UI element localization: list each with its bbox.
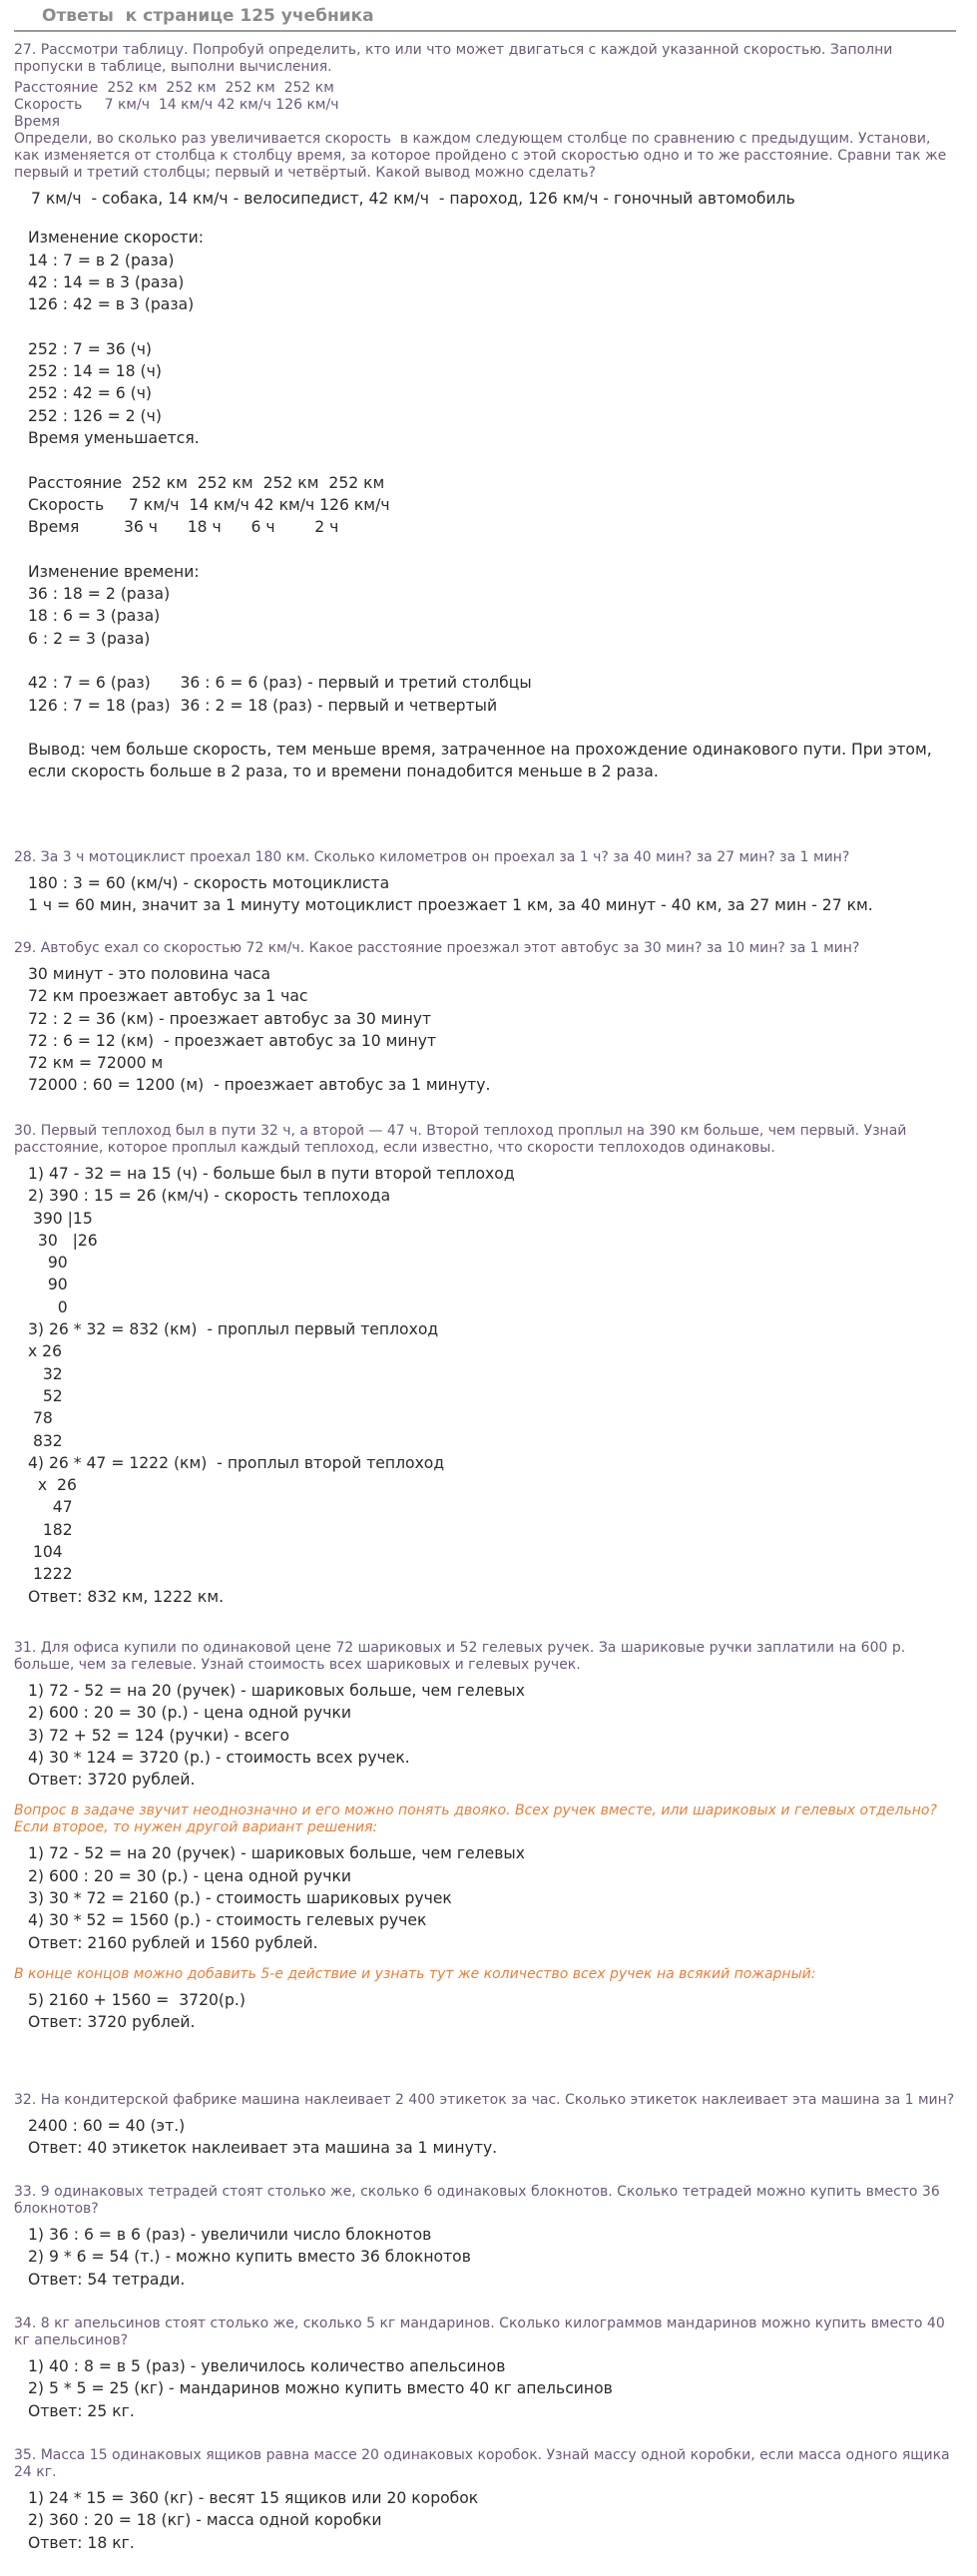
- answer-line: Ответ: 3720 рублей.: [28, 1771, 196, 1790]
- task-27-question: 27. Рассмотри таблицу. Попробуй определить, кто или что может двигаться с каждой указанной скоростью. Заполни пропуски в таблице, выполни вычисления.: [14, 42, 897, 75]
- answer-line: 4) 30 * 124 = 3720 (р.) - стоимость всех ручек.: [28, 1748, 410, 1767]
- task-29-question: 29. Автобус ехал со скоростью 72 км/ч. Какое расстояние проезжал этот автобус за 30 мин? за 10 мин? за 1 мин?: [14, 940, 860, 956]
- answer-line: [28, 538, 956, 560]
- task-31-note-1: Вопрос в задаче звучит неоднозначно и его можно понять двояко. Всех ручек вместе, или шариковых и гелевых отдельно? Если второе, то нужен другой вариант решения:: [14, 1803, 942, 1836]
- task-27-question-2: Определи, во сколько раз увеличивается скорость в каждом следующем столбце по сравнению с предыдущим. Установи, как изменяется от столбца к столбцу время, за которое пройдено с этой скоростью одно и то же расстояние. Сравни так же первый и третий столбцы; первый и четвёртый. Какой вывод можно сделать?: [14, 131, 951, 181]
- task-35: [14, 2447, 956, 2554]
- long-division-line: 90: [28, 1254, 68, 1273]
- answer-line: если скорость больше в 2 раза, то и времени понадобится меньше в 2 раза.: [28, 763, 659, 781]
- column-multiplication-line: 78: [28, 1409, 53, 1428]
- answer-line: 252 : 14 = 18 (ч): [28, 362, 162, 381]
- answer-line: 72 : 2 = 36 (км) - проезжает автобус за 30 минут: [28, 1009, 432, 1028]
- answer-line: 2) 360 : 20 = 18 (кг) - масса одной коробки: [28, 2511, 382, 2530]
- answer-line: Изменение скорости:: [28, 229, 205, 248]
- answer-final: Ответ: 832 км, 1222 км.: [28, 1587, 225, 1606]
- answer-line: 5) 2160 + 1560 = 3720(р.): [28, 1990, 245, 2009]
- answer-line: 252 : 7 = 36 (ч): [28, 339, 153, 358]
- task-27-table-row-distance: Расстояние 252 км 252 км 252 км 252 км: [14, 80, 334, 96]
- task-35-question: 35. Масса 15 одинаковых ящиков равна массе 20 одинаковых коробок. Узнай массу одной коробки, если масса одного ящика 24 кг.: [14, 2447, 955, 2480]
- answer-line: [28, 315, 956, 337]
- answer-line: Скорость 7 км/ч 14 км/ч 42 км/ч 126 км/ч: [28, 495, 390, 514]
- long-division-line: 90: [28, 1276, 68, 1294]
- task-31: [14, 1640, 956, 2034]
- answer-line: 3) 72 + 52 = 124 (ручки) - всего: [28, 1726, 290, 1745]
- task-31-note-2: В конце концов можно добавить 5-е действие и узнать тут же количество всех ручек на всякий пожарный:: [14, 1965, 816, 1982]
- answer-line: Время 36 ч 18 ч 6 ч 2 ч: [28, 518, 339, 537]
- answer-line: Ответ: 54 тетради.: [28, 2270, 186, 2289]
- answer-line: Время уменьшается.: [28, 428, 200, 447]
- answer-line: 42 : 14 = в 3 (раза): [28, 272, 185, 291]
- column-multiplication-line: x 26: [28, 1476, 77, 1495]
- task-28-answer: [14, 872, 956, 917]
- task-29: [14, 940, 956, 1097]
- answer-line: Расстояние 252 км 252 км 252 км 252 км: [28, 473, 385, 492]
- task-30: [14, 1123, 956, 1608]
- column-multiplication-line: 47: [28, 1498, 73, 1517]
- answer-line: 4) 30 * 52 = 1560 (р.) - стоимость гелевых ручек: [28, 1911, 427, 1930]
- task-30-question: 30. Первый теплоход был в пути 32 ч, а второй — 47 ч. Второй теплоход проплыл на 390 км больше, чем первый. Узнай расстояние, которое проплыл каждый теплоход, если известно, что скорости теплоходов одинаковы.: [14, 1123, 911, 1156]
- answer-line: 2400 : 60 = 40 (эт.): [28, 2117, 186, 2135]
- task-33-question: 33. 9 одинаковых тетрадей стоят столько же, сколько 6 одинаковых блокнотов. Сколько тетрадей можно купить вместо 36 блокнотов?: [14, 2184, 945, 2217]
- task-34-question: 34. 8 кг апельсинов стоят столько же, сколько 5 кг мандаринов. Сколько килограммов мандаринов можно купить вместо 40 кг апельсинов?: [14, 2316, 950, 2348]
- task-34: [14, 2316, 956, 2422]
- answer-line: Ответ: 40 этикеток наклеивает эта машина за 1 минуту.: [28, 2139, 498, 2158]
- task-27-answer: [14, 227, 956, 782]
- task-30-answer: [14, 1163, 956, 1608]
- answer-line: 36 : 18 = 2 (раза): [28, 585, 171, 604]
- answer-line: 252 : 126 = 2 (ч): [28, 406, 162, 425]
- answer-step-3: 3) 26 * 32 = 832 (км) - проплыл первый теплоход: [28, 1320, 439, 1339]
- answer-line: 42 : 7 = 6 (раз) 36 : 6 = 6 (раз) - первый и третий столбцы: [28, 674, 532, 693]
- long-division-line: 390 |15: [28, 1209, 93, 1228]
- answer-line: [28, 717, 956, 739]
- task-29-answer: [14, 963, 956, 1097]
- task-28-question: 28. За 3 ч мотоциклист проехал 180 км. Сколько километров он проехал за 1 ч? за 40 мин? за 27 мин? за 1 мин?: [14, 849, 850, 865]
- answer-line: 72 км = 72000 м: [28, 1054, 164, 1073]
- task-27-table-row-speed: Скорость 7 км/ч 14 км/ч 42 км/ч 126 км/ч: [14, 97, 339, 113]
- task-27: [14, 42, 956, 783]
- long-division-line: 0: [28, 1297, 68, 1316]
- column-multiplication-line: 182: [28, 1520, 73, 1539]
- answer-line: 72 : 6 = 12 (км) - проезжает автобус за 10 минут: [28, 1031, 437, 1050]
- task-33-answer: [14, 2224, 956, 2291]
- task-32: [14, 2092, 956, 2160]
- task-28: [14, 849, 956, 917]
- answer-line: 126 : 7 = 18 (раз) 36 : 2 = 18 (раз) - первый и четвертый: [28, 696, 498, 715]
- column-multiplication-line: 1222: [28, 1565, 73, 1584]
- answer-line: 6 : 2 = 3 (раза): [28, 629, 151, 648]
- task-31-answer-3: [14, 1989, 956, 2034]
- answer-line: Ответ: 18 кг.: [28, 2533, 135, 2552]
- page-title: Ответы к странице 125 учебника: [42, 6, 374, 26]
- answer-line: 72000 : 60 = 1200 (м) - проезжает автобус за 1 минуту.: [28, 1076, 491, 1095]
- task-31-answer: [14, 1680, 956, 1791]
- answer-line: 1) 72 - 52 = на 20 (ручек) - шариковых больше, чем гелевых: [28, 1682, 525, 1700]
- answer-line: 18 : 6 = 3 (раза): [28, 607, 161, 626]
- column-multiplication-line: x 26: [28, 1342, 63, 1361]
- answer-line: Вывод: чем больше скорость, тем меньше время, затраченное на прохождение одинакового пути. При этом,: [28, 741, 932, 760]
- answer-line: 1) 72 - 52 = на 20 (ручек) - шариковых больше, чем гелевых: [28, 1844, 525, 1863]
- answer-line: Изменение времени:: [28, 562, 200, 581]
- column-multiplication-line: 104: [28, 1543, 63, 1562]
- answer-line: 126 : 42 = в 3 (раза): [28, 295, 195, 314]
- answer-step-1: 1) 47 - 32 = на 15 (ч) - больше был в пути второй теплоход: [28, 1165, 515, 1183]
- answer-line: 180 : 3 = 60 (км/ч) - скорость мотоциклиста: [28, 874, 390, 892]
- task-33: [14, 2184, 956, 2291]
- answer-line: 3) 30 * 72 = 2160 (р.) - стоимость шариковых ручек: [28, 1889, 452, 1908]
- answer-line: 2) 600 : 20 = 30 (р.) - цена одной ручки: [28, 1704, 352, 1723]
- long-division-line: 30 |26: [28, 1231, 98, 1250]
- column-multiplication-line: 832: [28, 1431, 63, 1450]
- task-32-answer: [14, 2115, 956, 2160]
- answer-line: 1) 40 : 8 = в 5 (раз) - увеличилось количество апельсинов: [28, 2357, 506, 2375]
- answer-line: 2) 5 * 5 = 25 (кг) - мандаринов можно купить вместо 40 кг апельсинов: [28, 2379, 613, 2398]
- answer-line: 30 минут - это половина часа: [28, 965, 271, 983]
- answer-line: [28, 449, 956, 471]
- task-32-question: 32. На кондитерской фабрике машина наклеивает 2 400 этикеток за час. Сколько этикеток наклеивает эта машина за 1 мин?: [14, 2092, 955, 2108]
- task-35-answer: [14, 2487, 956, 2554]
- answer-line: 252 : 42 = 6 (ч): [28, 384, 153, 403]
- task-27-table-row-time: Время: [14, 114, 61, 130]
- task-27-answer-top: 7 км/ч - собака, 14 км/ч - велосипедист, 42 км/ч - пароход, 126 км/ч - гоночный автомобиль: [31, 190, 795, 208]
- answer-line: Ответ: 3720 рублей.: [28, 2013, 196, 2032]
- column-multiplication-line: 52: [28, 1386, 63, 1405]
- answer-line: Ответ: 25 кг.: [28, 2401, 135, 2420]
- task-31-answer-2: [14, 1842, 956, 1953]
- answer-line: 1) 24 * 15 = 360 (кг) - весят 15 ящиков или 20 коробок: [28, 2489, 479, 2507]
- column-multiplication-line: 32: [28, 1364, 63, 1383]
- answer-line: Ответ: 2160 рублей и 1560 рублей.: [28, 1933, 318, 1952]
- task-34-answer: [14, 2355, 956, 2422]
- answer-line: 14 : 7 = в 2 (раза): [28, 251, 175, 269]
- answer-line: [28, 650, 956, 672]
- task-31-question: 31. Для офиса купили по одинаковой цене 72 шариковых и 52 гелевых ручек. За шариковые ручки заплатили на 600 р. больше, чем за гелевые. Узнай стоимость всех шариковых и гелевых ручек.: [14, 1640, 910, 1673]
- page-header: [14, 4, 956, 32]
- answer-step-4: 4) 26 * 47 = 1222 (км) - проплыл второй теплоход: [28, 1453, 445, 1472]
- answer-line: 2) 9 * 6 = 54 (т.) - можно купить вместо 36 блокнотов: [28, 2248, 471, 2267]
- answer-line: 1 ч = 60 мин, значит за 1 минуту мотоциклист проезжает 1 км, за 40 минут - 40 км, за 27 мин - 27 км.: [28, 896, 873, 915]
- answer-line: 72 км проезжает автобус за 1 час: [28, 987, 308, 1006]
- answer-line: 2) 600 : 20 = 30 (р.) - цена одной ручки: [28, 1866, 352, 1885]
- answer-step-2: 2) 390 : 15 = 26 (км/ч) - скорость теплохода: [28, 1187, 391, 1206]
- answer-line: 1) 36 : 6 = в 6 (раз) - увеличили число блокнотов: [28, 2226, 432, 2244]
